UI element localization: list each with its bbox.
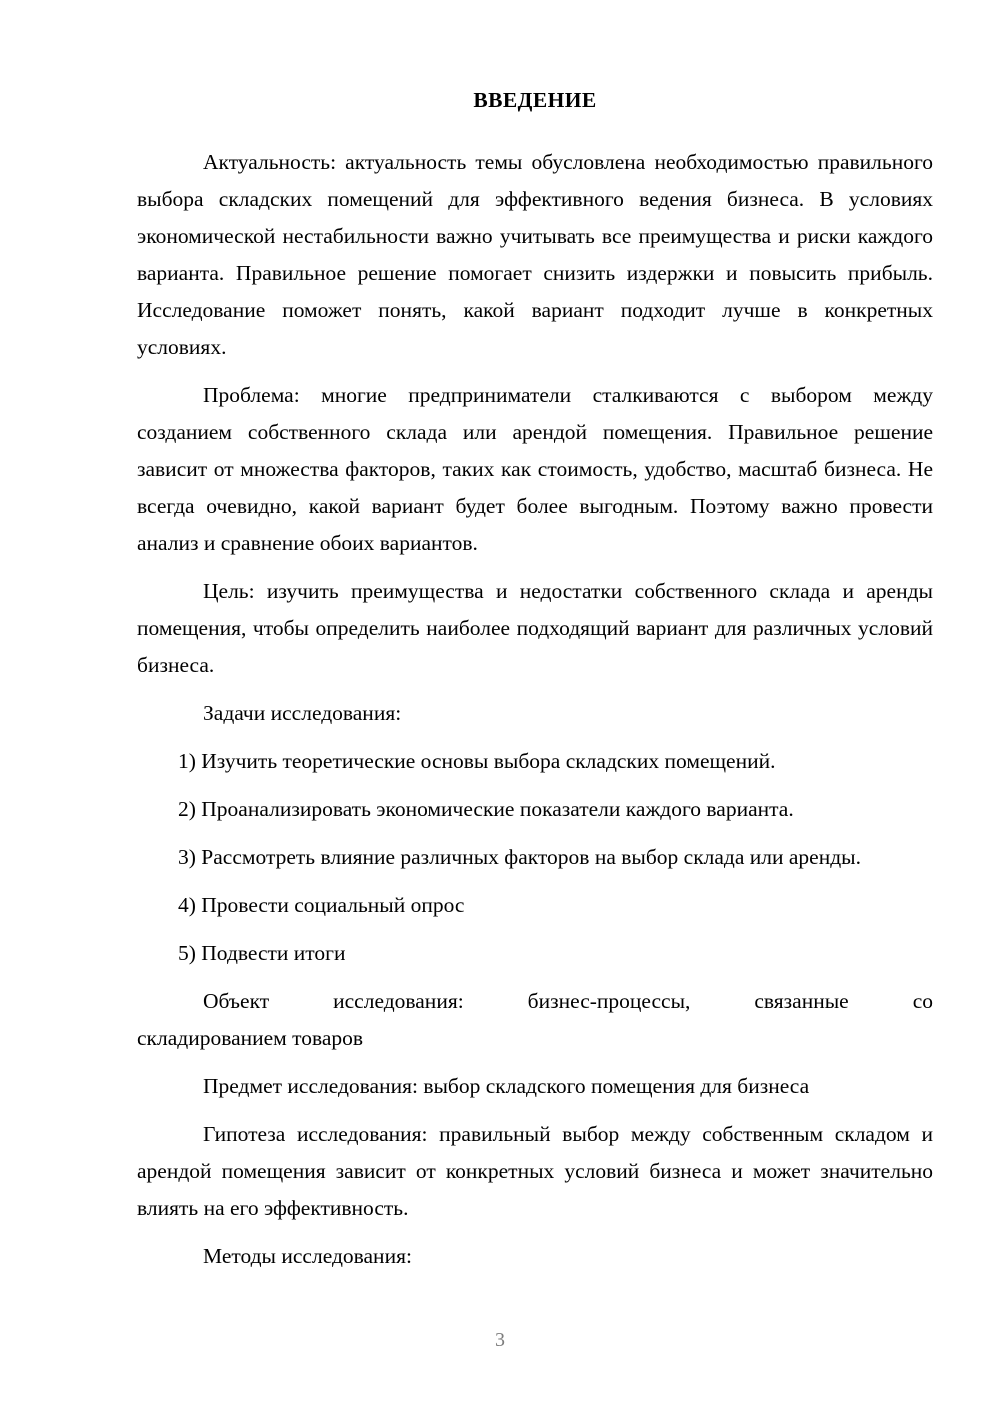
paragraph-goal: Цель: изучить преимущества и недостатки собственного склада и аренды помещения, чтобы определить наиболее подходящий вариант для различных условий бизнеса. (137, 578, 933, 677)
paragraph-object-line-1: Объект исследования: бизнес-процессы, связанные со (203, 988, 933, 1013)
document-content (137, 88, 933, 1286)
paragraph-object (137, 983, 933, 1057)
paragraph-hypothesis: Гипотеза исследования: правильный выбор между собственным складом и арендой помещения зависит от конкретных условий бизнеса и может значительно влиять на его эффективность. (137, 1121, 933, 1220)
task-item: 5) Подвести итоги (178, 940, 346, 965)
page-number: 3 (495, 1329, 505, 1351)
task-item: 4) Провести социальный опрос (178, 892, 465, 917)
methods-heading: Методы исследования: (203, 1243, 412, 1268)
task-item: 2) Проанализировать экономические показатели каждого варианта. (178, 796, 794, 821)
paragraph-subject: Предмет исследования: выбор складского помещения для бизнеса (203, 1073, 810, 1098)
page-title: ВВЕДЕНИЕ (473, 88, 597, 112)
tasks-heading: Задачи исследования: (203, 700, 402, 725)
task-item: 3) Рассмотреть влияние различных факторов на выбор склада или аренды. (178, 844, 861, 869)
paragraph-relevance: Актуальность: актуальность темы обусловлена необходимостью правильного выбора складских помещений для эффективного ведения бизнеса. В условиях экономической нестабильности важно учитывать все преимущества и риски каждого варианта. Правильное решение помогает снизить издержки и повысить прибыль. Исследование поможет понять, какой вариант подходит лучше в конкретных условиях. (137, 149, 933, 359)
paragraph-object-line-2: складированием товаров (137, 1025, 364, 1050)
paragraph-problem: Проблема: многие предприниматели сталкиваются с выбором между созданием собственного склада или арендой помещения. Правильное решение зависит от множества факторов, таких как стоимость, удобство, масштаб бизнеса. Не всегда очевидно, какой вариант будет более выгодным. Поэтому важно провести анализ и сравнение обоих вариантов. (137, 382, 933, 555)
task-item: 1) Изучить теоретические основы выбора складских помещений. (178, 748, 776, 773)
